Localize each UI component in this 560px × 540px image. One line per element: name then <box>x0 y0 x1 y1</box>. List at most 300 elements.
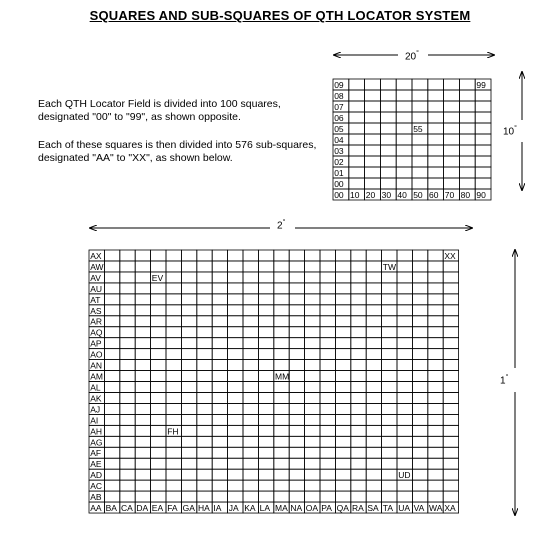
grid-cell <box>135 371 150 382</box>
grid-cell <box>459 112 475 123</box>
row-label: 07 <box>334 102 344 112</box>
row-label: 08 <box>334 91 344 101</box>
grid-cell <box>305 392 320 403</box>
grid-cell <box>212 392 227 403</box>
grid-cell <box>305 491 320 502</box>
grid-cell <box>365 134 381 145</box>
grid-cell <box>120 469 135 480</box>
grid-cell <box>197 283 212 294</box>
small-grid <box>333 79 491 200</box>
grid-cell <box>443 447 458 458</box>
grid-cell <box>151 349 166 360</box>
grid-cell <box>104 392 119 403</box>
grid-cell <box>181 458 196 469</box>
grid-cell <box>351 283 366 294</box>
grid-cell <box>181 316 196 327</box>
grid-cell <box>366 349 381 360</box>
grid-cell <box>351 261 366 272</box>
grid-cell <box>365 112 381 123</box>
grid-cell <box>320 469 335 480</box>
grid-cell <box>212 371 227 382</box>
column-label: IA <box>213 503 222 514</box>
grid-cell <box>166 316 181 327</box>
grid-cell <box>274 250 289 261</box>
grid-cell <box>475 112 491 123</box>
grid-cell <box>349 112 365 123</box>
grid-cell <box>166 403 181 414</box>
column-label: JA <box>228 503 239 514</box>
grid-cell <box>351 382 366 393</box>
grid-cell <box>397 261 412 272</box>
grid-cell <box>151 283 166 294</box>
grid-cell <box>104 425 119 436</box>
grid-cell <box>274 447 289 458</box>
column-label: CA <box>121 503 133 514</box>
grid-cell <box>412 178 428 189</box>
grid-cell <box>366 338 381 349</box>
row-label: AG <box>90 437 103 448</box>
grid-cell <box>181 491 196 502</box>
grid-cell <box>135 425 150 436</box>
grid-cell <box>289 316 304 327</box>
grid-cell <box>243 360 258 371</box>
grid-cell <box>397 382 412 393</box>
grid-cell <box>228 382 243 393</box>
grid-cell <box>412 491 427 502</box>
grid-cell <box>104 382 119 393</box>
grid-cell <box>104 250 119 261</box>
grid-cell <box>120 403 135 414</box>
grid-cell <box>443 491 458 502</box>
grid-cell <box>243 414 258 425</box>
grid-cell <box>197 403 212 414</box>
grid-cell <box>274 338 289 349</box>
grid-cell <box>459 156 475 167</box>
grid-cell <box>351 316 366 327</box>
grid-cell <box>443 458 458 469</box>
grid-cell <box>428 283 443 294</box>
grid-cell <box>428 112 444 123</box>
grid-cell <box>382 371 397 382</box>
grid-cell <box>397 250 412 261</box>
grid-cell <box>274 436 289 447</box>
grid-cell <box>335 316 350 327</box>
grid-cell <box>320 436 335 447</box>
grid-cell <box>258 371 273 382</box>
grid-cell <box>258 294 273 305</box>
grid-cell <box>443 316 458 327</box>
grid-cell <box>120 447 135 458</box>
grid-cell <box>120 305 135 316</box>
grid-cell <box>289 436 304 447</box>
grid-cell <box>366 480 381 491</box>
grid-cell <box>412 360 427 371</box>
grid-cell <box>212 458 227 469</box>
grid-cell <box>349 178 365 189</box>
row-label: 04 <box>334 135 344 145</box>
grid-cell <box>305 272 320 283</box>
grid-cell <box>181 294 196 305</box>
grid-cell <box>135 469 150 480</box>
column-label: UA <box>398 503 411 514</box>
grid-cell <box>397 480 412 491</box>
grid-cell <box>412 90 428 101</box>
grid-cell <box>135 360 150 371</box>
grid-cell <box>443 480 458 491</box>
grid-cell <box>444 145 460 156</box>
grid-cell <box>412 112 428 123</box>
grid-cell <box>382 283 397 294</box>
grid-cell <box>151 327 166 338</box>
grid-cell <box>120 272 135 283</box>
grid-cell <box>181 447 196 458</box>
grid-cell <box>320 250 335 261</box>
small-grid-width-label: 20° <box>405 50 419 63</box>
grid-cell <box>443 414 458 425</box>
grid-cell <box>181 338 196 349</box>
grid-cell <box>151 414 166 425</box>
grid-cell <box>305 338 320 349</box>
grid-cell <box>382 469 397 480</box>
grid-cell <box>320 283 335 294</box>
grid-cell <box>212 382 227 393</box>
grid-cell <box>335 272 350 283</box>
grid-cell <box>412 392 427 403</box>
grid-cell <box>349 134 365 145</box>
grid-cell <box>397 272 412 283</box>
grid-cell <box>428 90 444 101</box>
grid-cell <box>444 79 460 90</box>
grid-cell <box>412 327 427 338</box>
grid-cell <box>365 156 381 167</box>
grid-cell <box>305 425 320 436</box>
grid-cell <box>135 382 150 393</box>
grid-cell <box>443 261 458 272</box>
column-label: BA <box>105 503 117 514</box>
grid-cell <box>305 371 320 382</box>
grid-cell <box>382 458 397 469</box>
column-label: QA <box>336 503 349 514</box>
grid-cell <box>289 327 304 338</box>
grid-cell <box>305 349 320 360</box>
grid-cell <box>382 327 397 338</box>
grid-cell <box>166 392 181 403</box>
big-grid-height-label: 1° <box>500 374 509 387</box>
grid-cell <box>443 305 458 316</box>
grid-cell <box>366 392 381 403</box>
grid-cell <box>305 305 320 316</box>
row-label: AL <box>90 382 101 393</box>
grid-cell <box>135 458 150 469</box>
grid-cell <box>151 294 166 305</box>
grid-cell <box>228 294 243 305</box>
grid-cell <box>243 392 258 403</box>
grid-cell <box>197 382 212 393</box>
row-label: AN <box>90 360 103 371</box>
grid-cell <box>258 327 273 338</box>
grid-cell <box>428 79 444 90</box>
grid-cell <box>380 90 396 101</box>
grid-cell <box>120 382 135 393</box>
grid-cell <box>243 491 258 502</box>
grid-cell <box>212 480 227 491</box>
grid-cell <box>258 283 273 294</box>
grid-cell <box>166 338 181 349</box>
grid-cell <box>443 272 458 283</box>
grid-cell <box>428 316 443 327</box>
grid-cell <box>428 392 443 403</box>
grid-cell <box>151 338 166 349</box>
grid-cell <box>335 458 350 469</box>
grid-cell <box>366 414 381 425</box>
grid-cell <box>274 327 289 338</box>
grid-cell <box>104 371 119 382</box>
column-label: RA <box>352 503 364 514</box>
grid-cell <box>151 316 166 327</box>
grid-cell <box>443 425 458 436</box>
grid-cell <box>243 327 258 338</box>
grid-cell <box>412 261 427 272</box>
grid-cell <box>366 327 381 338</box>
grid-cell <box>412 305 427 316</box>
grid-cell <box>228 458 243 469</box>
grid-cell <box>397 294 412 305</box>
grid-cell <box>351 491 366 502</box>
marked-cell-label: UD <box>398 470 411 481</box>
grid-cell <box>335 447 350 458</box>
grid-cell <box>104 283 119 294</box>
grid-cell <box>212 261 227 272</box>
column-label: EA <box>151 503 164 514</box>
grid-cell <box>380 112 396 123</box>
grid-cell <box>289 425 304 436</box>
grid-cell <box>135 250 150 261</box>
column-label: KA <box>244 503 256 514</box>
grid-cell <box>258 272 273 283</box>
grid-cell <box>197 392 212 403</box>
grid-cell <box>212 403 227 414</box>
grid-cell <box>181 283 196 294</box>
column-label: TA <box>382 503 394 514</box>
grid-cell <box>212 447 227 458</box>
grid-cell <box>320 447 335 458</box>
grid-cell <box>181 480 196 491</box>
grid-cell <box>366 425 381 436</box>
grid-cell <box>197 349 212 360</box>
grid-cell <box>443 349 458 360</box>
grid-cell <box>366 305 381 316</box>
grid-cell <box>181 425 196 436</box>
grid-cell <box>351 360 366 371</box>
grid-cell <box>258 414 273 425</box>
grid-cell <box>197 305 212 316</box>
grid-cell <box>228 491 243 502</box>
grid-cell <box>135 294 150 305</box>
grid-cell <box>412 167 428 178</box>
grid-cell <box>397 371 412 382</box>
grid-cell <box>289 403 304 414</box>
grid-cell <box>382 392 397 403</box>
grid-cell <box>382 382 397 393</box>
row-label: 05 <box>334 124 344 134</box>
grid-cell <box>397 491 412 502</box>
grid-cell <box>243 250 258 261</box>
grid-cell <box>181 327 196 338</box>
grid-cell <box>428 294 443 305</box>
grid-cell <box>459 167 475 178</box>
grid-cell <box>151 250 166 261</box>
grid-cell <box>459 79 475 90</box>
grid-cell <box>444 167 460 178</box>
grid-cell <box>289 338 304 349</box>
column-label: 80 <box>460 190 471 200</box>
grid-cell <box>412 79 428 90</box>
grid-cell <box>197 458 212 469</box>
grid-cell <box>428 250 443 261</box>
row-label: AM <box>90 371 103 382</box>
grid-cell <box>181 261 196 272</box>
grid-cell <box>349 101 365 112</box>
grid-cell <box>305 283 320 294</box>
grid-cell <box>412 447 427 458</box>
grid-cell <box>289 491 304 502</box>
grid-cell <box>412 425 427 436</box>
grid-cell <box>459 90 475 101</box>
column-label: 30 <box>381 190 392 200</box>
grid-cell <box>428 458 443 469</box>
grid-cell <box>428 305 443 316</box>
grid-cell <box>289 349 304 360</box>
grid-cell <box>228 436 243 447</box>
grid-cell <box>396 145 412 156</box>
grid-cell <box>320 305 335 316</box>
grid-cell <box>366 261 381 272</box>
marked-cell-label: TW <box>382 261 397 272</box>
grid-cell <box>120 371 135 382</box>
grid-cell <box>197 371 212 382</box>
column-label: WA <box>429 503 443 514</box>
grid-cell <box>258 480 273 491</box>
grid-cell <box>349 156 365 167</box>
grid-cell <box>243 272 258 283</box>
grid-cell <box>366 436 381 447</box>
grid-cell <box>104 480 119 491</box>
grid-cell <box>305 316 320 327</box>
grid-cell <box>120 338 135 349</box>
grid-cell <box>459 123 475 134</box>
grid-cell <box>197 447 212 458</box>
grid-cell <box>120 294 135 305</box>
grid-cell <box>366 458 381 469</box>
grid-cell <box>274 382 289 393</box>
grid-cell <box>274 480 289 491</box>
column-label: MA <box>275 503 288 514</box>
grid-cell <box>274 305 289 316</box>
grid-cell <box>289 447 304 458</box>
grid-cell <box>212 469 227 480</box>
grid-cell <box>428 480 443 491</box>
grid-cell <box>104 327 119 338</box>
grid-cell <box>349 79 365 90</box>
grid-cell <box>274 261 289 272</box>
grid-cell <box>365 167 381 178</box>
grid-cell <box>120 360 135 371</box>
grid-cell <box>289 469 304 480</box>
grid-cell <box>397 436 412 447</box>
grid-cell <box>289 250 304 261</box>
grid-cell <box>396 167 412 178</box>
grid-cell <box>166 469 181 480</box>
grid-cell <box>228 392 243 403</box>
grid-cell <box>274 414 289 425</box>
grid-cell <box>197 360 212 371</box>
grid-cell <box>243 469 258 480</box>
grid-cell <box>428 272 443 283</box>
grid-cell <box>335 349 350 360</box>
grid-cell <box>382 349 397 360</box>
grid-cell <box>335 425 350 436</box>
grid-cell <box>243 436 258 447</box>
marked-cell-label: 99 <box>476 80 486 90</box>
grid-cell <box>305 327 320 338</box>
grid-cell <box>135 316 150 327</box>
grid-cell <box>120 480 135 491</box>
grid-cell <box>335 360 350 371</box>
grid-cell <box>258 403 273 414</box>
grid-cell <box>397 425 412 436</box>
grid-cell <box>335 294 350 305</box>
grid-cell <box>382 436 397 447</box>
grid-cell <box>228 469 243 480</box>
grid-cell <box>258 305 273 316</box>
grid-cell <box>274 294 289 305</box>
grid-cell <box>380 167 396 178</box>
row-label: AC <box>90 481 103 492</box>
grid-cell <box>104 349 119 360</box>
grid-cell <box>380 134 396 145</box>
grid-cell <box>396 123 412 134</box>
grid-cell <box>335 414 350 425</box>
grid-cell <box>151 392 166 403</box>
grid-cell <box>351 294 366 305</box>
grid-cell <box>181 436 196 447</box>
grid-cell <box>351 327 366 338</box>
grid-cell <box>443 283 458 294</box>
grid-cell <box>351 349 366 360</box>
grid-cell <box>428 156 444 167</box>
grid-cell <box>151 403 166 414</box>
grid-cell <box>349 123 365 134</box>
grid-cell <box>459 101 475 112</box>
page-title: SQUARES AND SUB-SQUARES OF QTH LOCATOR SYSTEM <box>89 8 471 23</box>
grid-cell <box>305 447 320 458</box>
column-label: 20 <box>365 190 376 200</box>
grid-cell <box>104 305 119 316</box>
grid-cell <box>475 156 491 167</box>
grid-cell <box>135 403 150 414</box>
grid-cell <box>258 261 273 272</box>
grid-cell <box>120 436 135 447</box>
grid-cell <box>382 272 397 283</box>
grid-cell <box>365 178 381 189</box>
grid-cell <box>243 403 258 414</box>
grid-cell <box>243 480 258 491</box>
big-grid-width-label: 2° <box>277 219 286 232</box>
grid-cell <box>151 425 166 436</box>
column-label: OA <box>305 503 319 514</box>
grid-cell <box>197 272 212 283</box>
grid-cell <box>428 403 443 414</box>
